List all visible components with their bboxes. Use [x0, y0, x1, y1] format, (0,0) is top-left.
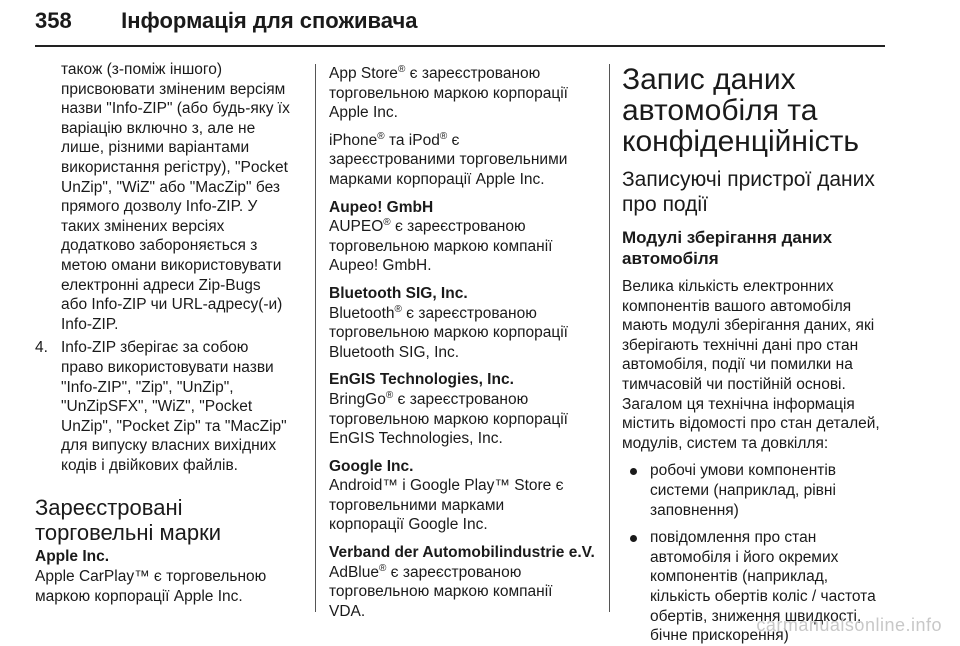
- text-line: кількість обертів коліс / частота: [650, 587, 876, 605]
- google-heading: Google Inc.: [329, 457, 414, 475]
- text-line: Android™ і Google Play™ Store є: [329, 477, 564, 495]
- heading-line: про події: [622, 193, 708, 216]
- chapter-heading: [622, 64, 890, 157]
- text-line: маркою корпорації Apple Inc.: [35, 587, 243, 605]
- text-line: "UnZipSFX", "WiZ", "Pocket: [61, 398, 253, 416]
- bluetooth-block: [329, 284, 597, 362]
- engis-heading: EnGIS Technologies, Inc.: [329, 371, 514, 389]
- heading-line: Модулі зберігання даних: [622, 228, 833, 247]
- text-line: модулів, систем та довкілля:: [622, 434, 829, 452]
- text-line: право використовувати назви: [61, 358, 274, 376]
- text-line: робочі умови компонентів: [650, 462, 837, 480]
- list-item-3-continuation: [35, 60, 307, 334]
- text-line: Aupeo! GmbH.: [329, 257, 432, 275]
- apple-heading: Apple Inc.: [35, 548, 110, 566]
- text-line: назви "Info-ZIP" (або будь-яку їх: [61, 100, 290, 118]
- aupeo-block: [329, 198, 597, 276]
- text-line: UnZip", "WiZ" або "MacZip" без: [61, 178, 280, 196]
- column-divider: [315, 64, 316, 612]
- text-line: Bluetooth SIG, Inc.: [329, 343, 460, 361]
- text-line: торговельною маркою корпорації: [329, 324, 568, 342]
- text-line: VDA.: [329, 602, 366, 620]
- bullet-icon: [630, 535, 637, 542]
- text-line: компонентів (наприклад,: [650, 568, 829, 586]
- text-line: кодів і двійкових файлів.: [61, 456, 238, 474]
- text-line: Загалом ця технічна інформація: [622, 395, 855, 413]
- text-line: торговельною маркою корпорації: [329, 410, 568, 428]
- text-line: автомобіля і його окремих: [650, 548, 839, 566]
- text-line: системи (наприклад, рівні: [650, 481, 836, 499]
- text-line: мають модулі зберігання даних, які: [622, 317, 875, 335]
- text-line: таких змінених версіях: [61, 217, 225, 235]
- title-line: торговельні марки: [35, 520, 221, 546]
- text-line: зареєстрованими торговельними: [329, 151, 568, 169]
- heading-line: Запис даних: [622, 63, 796, 96]
- bullet-item: [622, 461, 890, 520]
- text-line: EnGIS Technologies, Inc.: [329, 430, 503, 448]
- aupeo-heading: Aupeo! GmbH: [329, 198, 434, 216]
- heading-line: автомобіля: [622, 249, 719, 268]
- text-line: використання регістру), "Pocket: [61, 158, 288, 176]
- section-title-trademarks: [35, 495, 307, 545]
- text-line: AUPEO® є зареєстрованою: [329, 217, 526, 236]
- text-line: або Info-ZIP чи URL-адресу(-и): [61, 296, 283, 314]
- text-line: UnZip", "Pocket Zip" та "MacZip": [61, 417, 287, 435]
- text-line: "Info-ZIP", "Zip", "UnZip",: [61, 378, 234, 396]
- text-line: містить відомості про стан деталей,: [622, 415, 880, 433]
- text-line: Apple Inc.: [329, 104, 398, 122]
- text-line: Bluetooth® є зареєстрованою: [329, 303, 537, 322]
- text-line: Велика кількість електронних: [622, 278, 834, 295]
- text-line: торговельними марками: [329, 496, 505, 514]
- google-block: [329, 457, 597, 535]
- text-line: бічне прискорення): [650, 627, 789, 645]
- vda-heading: Verband der Automobilindustrie e.V.: [329, 544, 595, 562]
- text-line: iPhone® та iPod® є: [329, 130, 460, 149]
- page-header-title: Інформація для споживача: [121, 8, 418, 33]
- text-line: варіацію включно з, але не: [61, 119, 256, 137]
- text-line: Apple CarPlay™ є торговельною: [35, 568, 267, 586]
- text-line: лише, різними варіантами: [61, 139, 250, 157]
- text-line: торговельною маркою корпорації: [329, 84, 568, 102]
- title-line: Зареєстровані: [35, 495, 183, 521]
- body-paragraph: [622, 277, 890, 453]
- subsection-heading: [622, 227, 890, 269]
- heading-line: конфіденційність: [622, 125, 860, 158]
- text-line: електронні адреси Zip-Bugs: [61, 276, 261, 294]
- text-line: марками корпорації Apple Inc.: [329, 170, 545, 188]
- text-line: для випуску власних вихідних: [61, 437, 277, 455]
- page-number: 358: [35, 8, 72, 33]
- heading-line: Записуючі пристрої даних: [622, 168, 875, 191]
- text-line: додатково забороняється з: [61, 237, 258, 255]
- column-2: [329, 64, 597, 629]
- text-line: корпорації Google Inc.: [329, 516, 488, 534]
- column-divider: [609, 64, 610, 612]
- text-line: заповнення): [650, 501, 739, 519]
- text-line: торговельною маркою компанії: [329, 237, 553, 255]
- text-line: присвоювати зміненим версіям: [61, 80, 286, 98]
- list-number: 4.: [35, 339, 48, 357]
- engis-block: [329, 370, 597, 448]
- section-heading: [622, 167, 890, 217]
- watermark: carmanualsonline.info: [756, 615, 942, 635]
- text-line: автомобіля, події чи помилки на: [622, 356, 853, 374]
- app-store-block: [329, 64, 597, 123]
- bullet-icon: [630, 468, 637, 475]
- vda-block: [329, 543, 597, 621]
- text-line: компонентів вашого автомобіля: [622, 297, 852, 315]
- text-line: також (з-поміж іншого): [61, 61, 222, 78]
- text-line: торговельною маркою компанії: [329, 583, 553, 601]
- column-1: [35, 60, 307, 606]
- bluetooth-heading: Bluetooth SIG, Inc.: [329, 284, 468, 302]
- text-line: прямого дозволу Info-ZIP. У: [61, 198, 258, 216]
- text-line: повідомлення про стан: [650, 529, 817, 547]
- column-3: [622, 64, 890, 646]
- text-line: тимчасовій чи постійній основі.: [622, 375, 846, 393]
- iphone-block: [329, 131, 597, 190]
- text-line: метою омани використовувати: [61, 256, 282, 274]
- text-line: Info-ZIP зберігає за собою: [61, 339, 249, 357]
- text-line: BringGo® є зареєстрованою: [329, 389, 529, 408]
- text-line: зберігають технічні дані про стан: [622, 336, 859, 354]
- text-line: обертів, зниження швидкості,: [650, 607, 862, 625]
- heading-line: автомобіля та: [622, 94, 818, 127]
- text-line: AdBlue® є зареєстрованою: [329, 562, 522, 581]
- text-line: App Store® є зареєстрованою: [329, 63, 541, 82]
- list-item-4: [35, 338, 307, 475]
- header-divider: [35, 45, 885, 47]
- page-header: [35, 8, 418, 34]
- text-line: Info-ZIP.: [61, 315, 119, 333]
